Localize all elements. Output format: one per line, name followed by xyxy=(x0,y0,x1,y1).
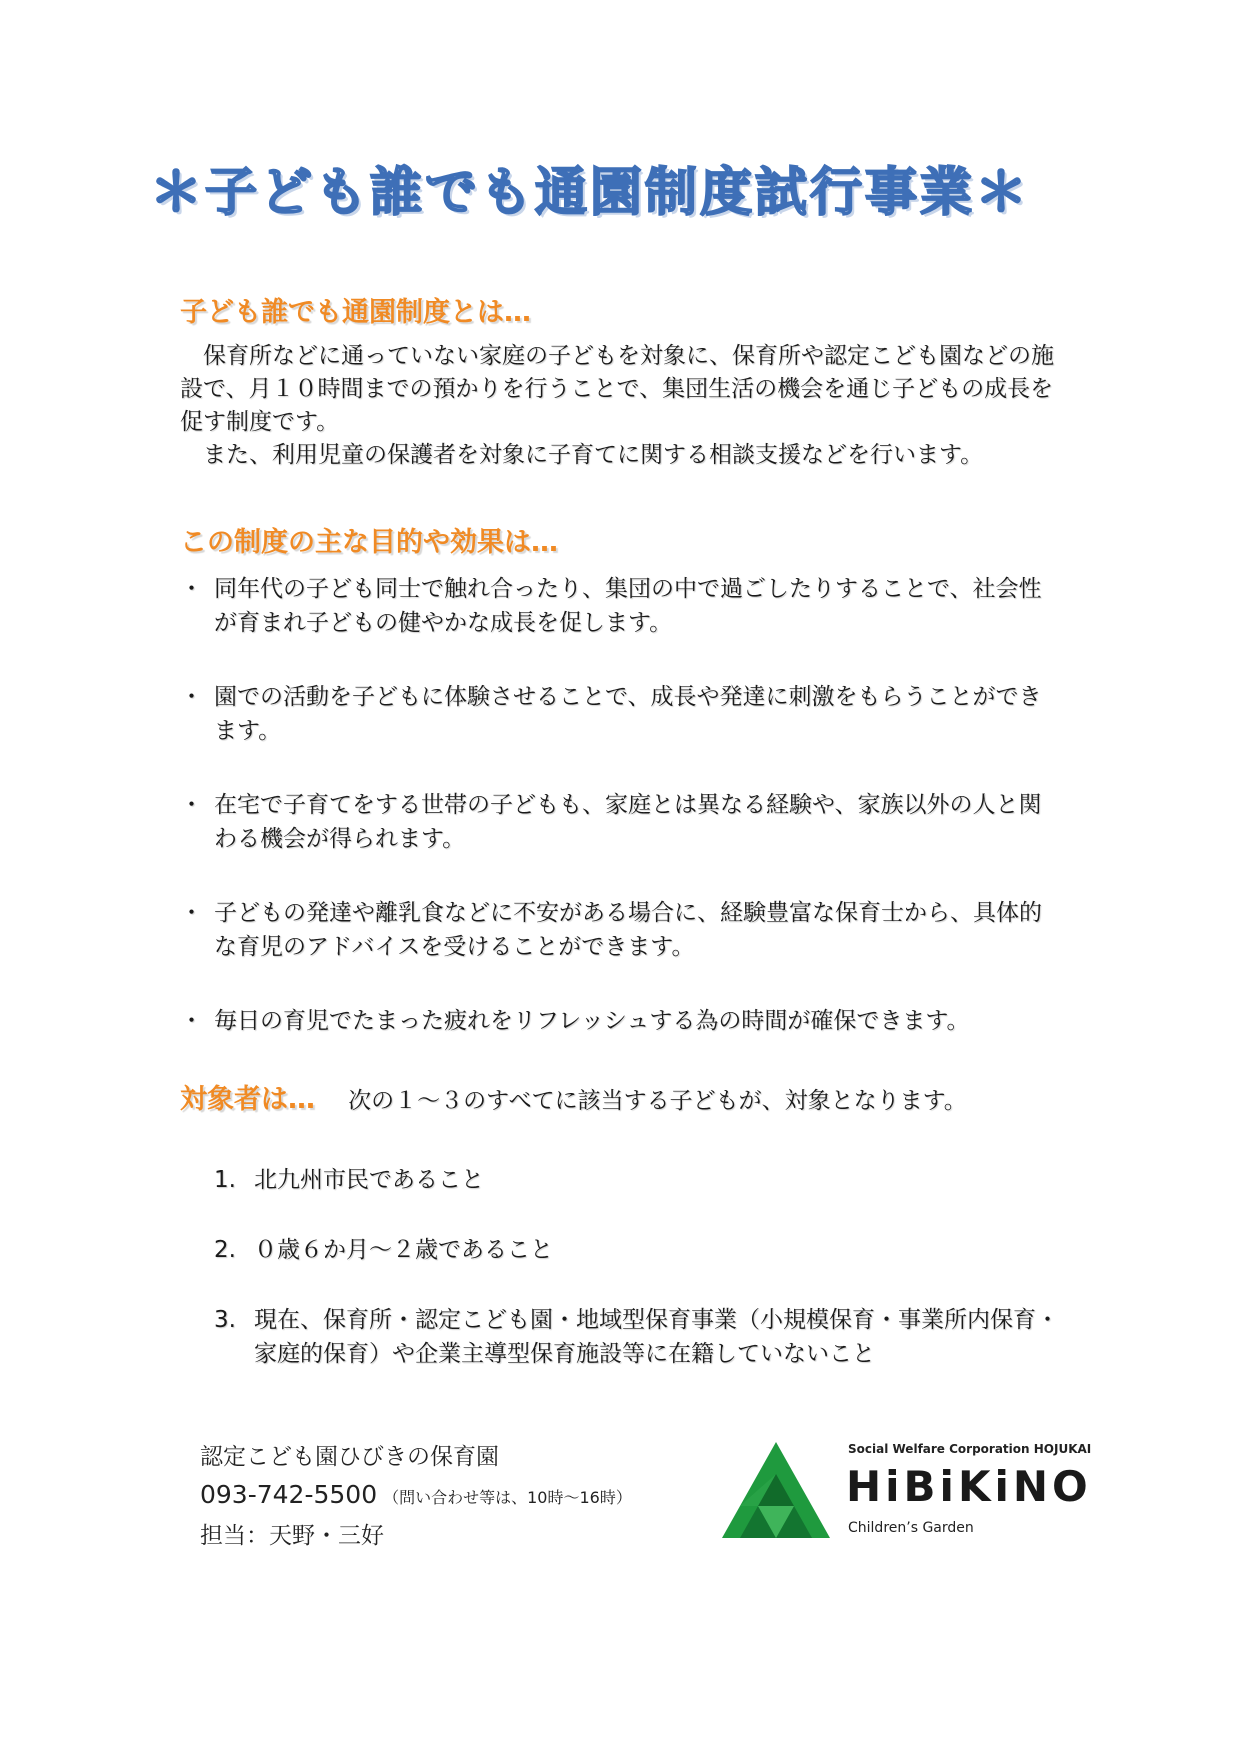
purpose-text: 毎日の育児でたまった疲れをリフレッシュする為の時間が確保できます。 xyxy=(214,1008,970,1034)
section-heading-target: 対象者は… xyxy=(180,1084,315,1115)
list-item xyxy=(180,896,1060,964)
about-text-1: 保育所などに通っていない家庭の子どもを対象に、保育所や認定こども園などの施設で、月１０時間までの預かりを行うことで、集団生活の機会を通じ子どもの成長を促す制度です。 xyxy=(180,343,1054,435)
about-paragraph xyxy=(180,340,1060,472)
bullet-mark: ・ xyxy=(180,792,203,818)
bullet-mark: ・ xyxy=(180,900,203,926)
corporation-name: Social Welfare Corporation HOJUKAI xyxy=(848,1442,1092,1456)
brand-subtitle: Children’s Garden xyxy=(848,1520,974,1536)
page-title: ＊子ども誰でも通園制度試行事業＊ xyxy=(150,163,1031,223)
target-description: 次の１～３のすべてに該当する子どもが、対象となります。 xyxy=(348,1088,967,1114)
list-item xyxy=(180,680,1060,748)
target-header xyxy=(180,1077,967,1116)
requirement-text: 北九州市民であること xyxy=(254,1167,484,1193)
section-heading-about: 子ども誰でも通園制度とは… xyxy=(180,297,531,328)
requirement-number: 3. xyxy=(214,1307,236,1333)
requirement-number: 1. xyxy=(214,1167,236,1193)
purpose-text: 園での活動を子どもに体験させることで、成長や発達に刺激をもらうことができます。 xyxy=(214,684,1042,744)
purpose-text: 同年代の子ども同士で触れ合ったり、集団の中で過ごしたりすることで、社会性が育まれ子どもの健やかな成長を促します。 xyxy=(214,576,1042,636)
purpose-list xyxy=(180,572,1060,1078)
requirement-text: ０歳６か月～２歳であること xyxy=(254,1237,553,1263)
purpose-text: 在宅で子育てをする世帯の子どもも、家庭とは異なる経験や、家族以外の人と関わる機会が得られます。 xyxy=(214,792,1042,852)
about-text-2: また、利用児童の保護者を対象に子育てに関する相談支援などを行います。 xyxy=(180,442,984,468)
bullet-mark: ・ xyxy=(180,576,203,602)
contact-block xyxy=(200,1438,632,1555)
hibikino-logo xyxy=(720,1440,1140,1570)
list-item xyxy=(214,1163,1064,1197)
brand-name: HiBiKiNO xyxy=(846,1462,1092,1511)
bullet-mark: ・ xyxy=(180,684,203,710)
list-item xyxy=(180,572,1060,640)
purpose-text: 子どもの発達や離乳食などに不安がある場合に、経験豊富な保育士から、具体的な育児のアドバイスを受けることができます。 xyxy=(214,900,1042,960)
staff-names: 担当：天野・三好 xyxy=(200,1523,384,1549)
phone-number: 093-742-5500 xyxy=(200,1480,378,1509)
section-heading-purpose: この制度の主な目的や効果は… xyxy=(180,527,558,558)
list-item xyxy=(180,788,1060,856)
contact-hours: （問い合わせ等は、10時～16時） xyxy=(383,1488,632,1507)
requirement-list xyxy=(214,1163,1064,1407)
list-item xyxy=(214,1303,1064,1371)
facility-name: 認定こども園ひびきの保育園 xyxy=(200,1444,499,1470)
list-item xyxy=(180,1004,1060,1038)
triangle-logo-icon xyxy=(720,1440,832,1540)
list-item xyxy=(214,1233,1064,1267)
bullet-mark: ・ xyxy=(180,1008,203,1034)
requirement-number: 2. xyxy=(214,1237,236,1263)
requirement-text: 現在、保育所・認定こども園・地域型保育事業（小規模保育・事業所内保育・家庭的保育）や企業主導型保育施設等に在籍していないこと xyxy=(254,1307,1059,1367)
